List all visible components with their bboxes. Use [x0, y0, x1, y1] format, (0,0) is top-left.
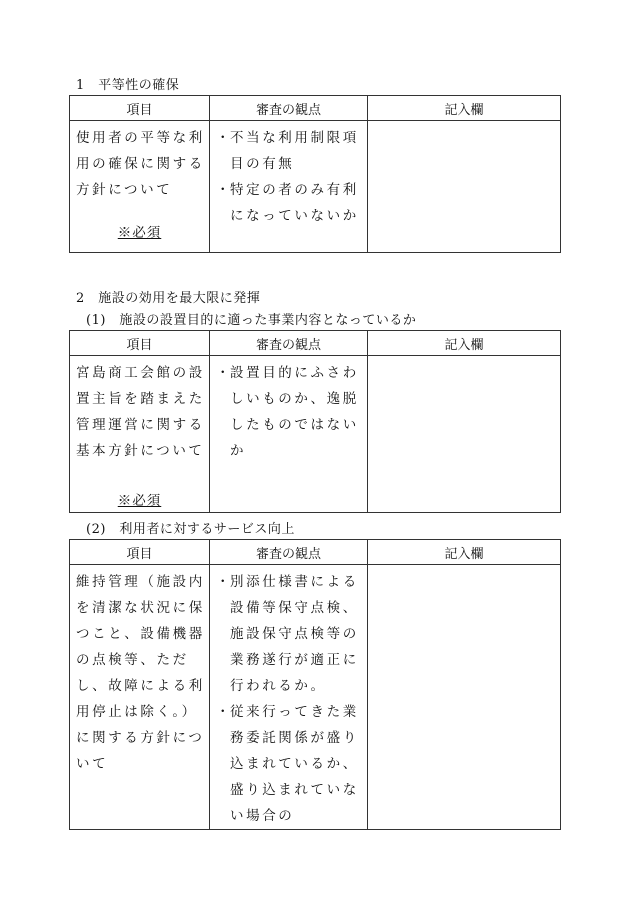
- header-entry: 記入欄: [368, 331, 561, 356]
- viewpoint-bullet: ・ 特定の者のみ有利になっていないか: [216, 182, 359, 224]
- section-2-heading: 2 施設の効用を最大限に発揮: [76, 291, 261, 306]
- viewpoint-bullet: ・ 不当な利用制限項目の有無: [216, 130, 359, 172]
- header-entry: 記入欄: [368, 96, 561, 121]
- item-text: 使用者の平等な利用の確保に関する方針について: [76, 130, 205, 198]
- item-text: 宮島商工会館の設置主旨を踏まえた管理運営に関する基本方針について: [76, 365, 205, 459]
- item-text: 維持管理（施設内を清潔な状況に保つこと、設備機器の点検等、ただし、故障による利用停止は除く。）に関する方針について: [76, 574, 205, 772]
- required-note: ※必須: [117, 493, 162, 509]
- viewpoint-bullet: ・ 別添仕様書による設備等保守点検、施設保守点検等の業務遂行が適正に行われるか。: [216, 574, 359, 694]
- viewpoint-cell: [210, 121, 368, 253]
- section-1-heading: 1 平等性の確保: [76, 78, 180, 93]
- required-note: ※必須: [117, 225, 162, 241]
- viewpoint-cell: [210, 565, 368, 830]
- section-1-table: [69, 95, 561, 253]
- header-item: 項目: [70, 331, 210, 356]
- viewpoint-bullet: ・ 設置目的にふさわしいものか、逸脱したものではないか: [216, 365, 359, 459]
- header-viewpoint: 審査の観点: [210, 540, 368, 565]
- subsection-1-heading: (1) 施設の設置目的に適った事業内容となっているか: [86, 313, 417, 328]
- item-cell: [70, 356, 210, 513]
- item-cell: [70, 565, 210, 830]
- subsection-2-heading: (2) 利用者に対するサービス向上: [86, 522, 295, 537]
- header-entry: 記入欄: [368, 540, 561, 565]
- entry-field[interactable]: [368, 121, 561, 253]
- item-cell: [70, 121, 210, 253]
- header-item: 項目: [70, 96, 210, 121]
- viewpoint-cell: [210, 356, 368, 513]
- subsection-1-table: [69, 330, 561, 513]
- viewpoint-bullet: ・ 従来行ってきた業務委託関係が盛り込まれているか、盛り込まれていない場合の: [216, 704, 359, 824]
- entry-field[interactable]: [368, 565, 561, 830]
- subsection-2-table: [69, 539, 561, 830]
- header-viewpoint: 審査の観点: [210, 96, 368, 121]
- entry-field[interactable]: [368, 356, 561, 513]
- header-item: 項目: [70, 540, 210, 565]
- header-viewpoint: 審査の観点: [210, 331, 368, 356]
